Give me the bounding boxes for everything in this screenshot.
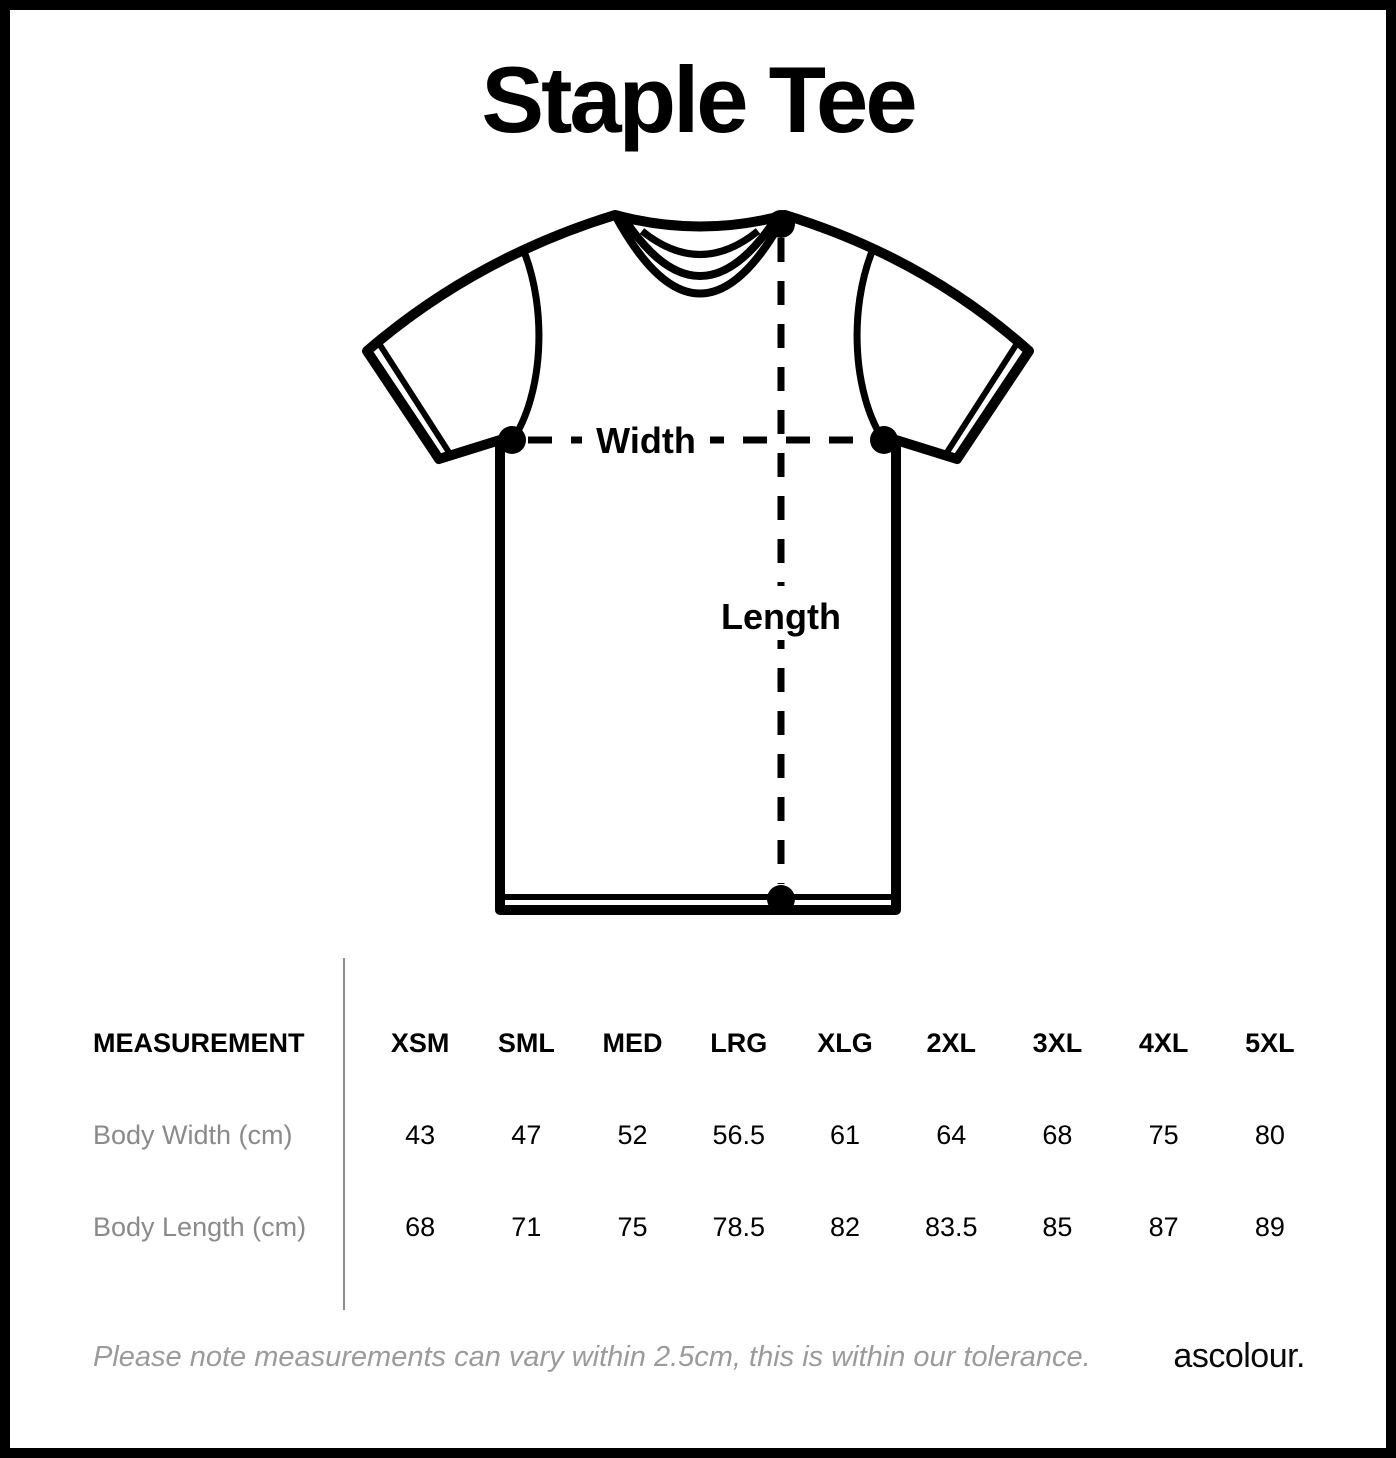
page-title: Staple Tee [481,47,915,152]
body-width-sml: 47 [511,1119,542,1150]
hem-point-dot [767,885,795,913]
body-length-2xl: 83.5 [924,1211,978,1242]
length-label: Length [721,596,841,637]
measurement-header: MEASUREMENT [93,1027,305,1058]
body-width-4xl: 75 [1148,1119,1179,1150]
width-label: Width [596,420,696,461]
body-width-xlg: 61 [829,1119,861,1150]
body-width-3xl: 68 [1042,1119,1073,1150]
brand-logo: ascolour. [1173,1337,1305,1375]
size-header-3xl: 3XL [1032,1027,1083,1058]
size-header-4xl: 4XL [1138,1027,1189,1058]
body-length-xlg: 82 [829,1211,861,1242]
body-width-xsm: 43 [405,1119,436,1150]
body-length-sml: 71 [511,1211,542,1242]
size-header-lrg: LRG [710,1027,768,1058]
size-header-5xl: 5XL [1245,1027,1295,1058]
body-length-5xl: 89 [1254,1211,1285,1242]
row-label-body-width: Body Width (cm) [93,1119,293,1150]
body-length-3xl: 85 [1042,1211,1073,1242]
size-header-med: MED [602,1027,663,1058]
size-header-xsm: XSM [390,1027,450,1058]
body-length-lrg: 78.5 [712,1211,766,1242]
size-header-sml: SML [497,1027,555,1058]
body-width-med: 52 [617,1119,648,1150]
body-width-2xl: 64 [936,1119,967,1150]
left-underarm-dot [498,426,526,454]
body-length-xsm: 68 [405,1211,436,1242]
body-length-med: 75 [617,1211,648,1242]
row-label-body-length: Body Length (cm) [93,1211,307,1242]
right-underarm-dot [870,426,898,454]
size-table [60,997,1323,1273]
tee-outline [367,215,1029,910]
body-width-lrg: 56.5 [712,1119,766,1150]
size-header-2xl: 2XL [926,1027,976,1058]
size-header-xlg: XLG [817,1027,873,1058]
tolerance-note: Please note measurements can vary within 2.5cm, this is within our tolerance. [93,1341,1091,1373]
tee-diagram [330,180,1070,920]
body-width-5xl: 80 [1254,1119,1285,1150]
neck-point-dot [767,210,795,238]
body-length-4xl: 87 [1148,1211,1179,1242]
